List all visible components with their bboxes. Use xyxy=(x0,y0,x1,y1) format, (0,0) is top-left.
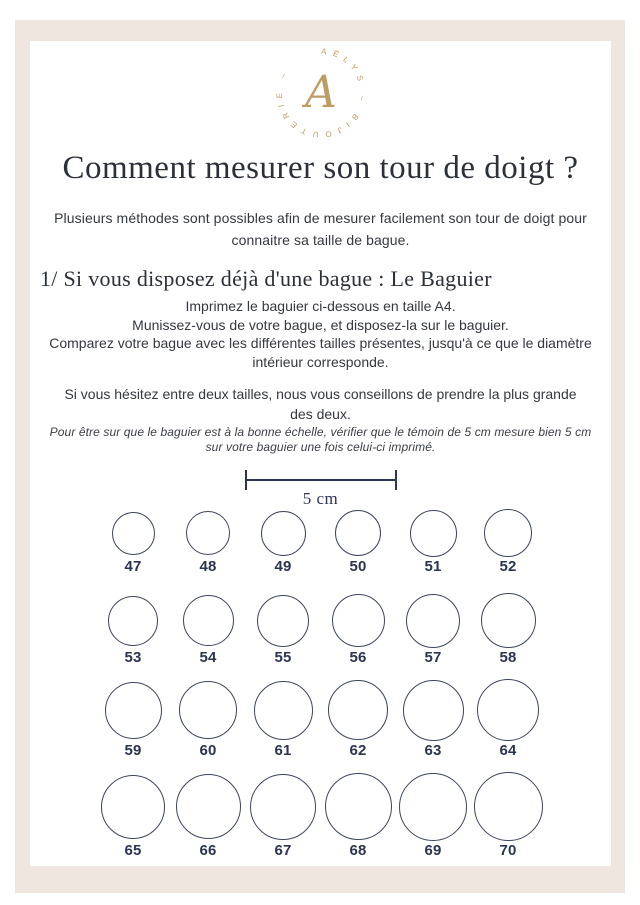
ring-circle xyxy=(186,511,230,555)
ring-cell xyxy=(246,593,321,666)
page-title: Comment mesurer son tour de doigt ? xyxy=(62,150,579,186)
ring-circle xyxy=(481,593,536,648)
ring-size-label: 64 xyxy=(499,742,517,759)
logo-monogram: A xyxy=(304,67,337,118)
ring-cell xyxy=(396,593,471,666)
intro-paragraph: Plusieurs méthodes sont possibles afin de mesurer facilement son tour de doigt pour connaitre sa taille de bague. xyxy=(54,210,587,248)
ring-row xyxy=(30,679,611,759)
ring-size-label: 68 xyxy=(349,842,367,859)
ring-cell xyxy=(171,509,246,575)
ring-cell xyxy=(321,679,396,759)
ring-circle xyxy=(474,772,543,841)
advice-paragraph: Si vous hésitez entre deux tailles, nous vous conseillons de prendre la plus grande des deux. xyxy=(64,386,577,422)
ring-cell xyxy=(246,509,321,575)
ring-size-label: 52 xyxy=(499,558,517,575)
ring-size-label: 48 xyxy=(199,558,217,575)
ring-size-label: 63 xyxy=(424,742,442,759)
ring-size-label: 53 xyxy=(124,649,142,666)
scale-bar-label: 5 cm xyxy=(302,489,339,508)
instruction-line: Comparez votre bague avec les différentes tailles présentes, jusqu'à ce que le diamètre intérieur corresponde. xyxy=(49,335,592,370)
ring-cell xyxy=(321,772,396,859)
ring-size-label: 54 xyxy=(199,649,217,666)
ring-circle xyxy=(101,775,165,839)
ring-cell xyxy=(96,772,171,859)
ring-size-label: 69 xyxy=(424,842,442,859)
ring-circle xyxy=(261,511,306,556)
ring-cell xyxy=(96,593,171,666)
ring-circle xyxy=(179,681,237,739)
ring-cell xyxy=(171,772,246,859)
ring-circle xyxy=(112,512,155,555)
instruction-line: Munissez-vous de votre bague, et disposez-la sur le baguier. xyxy=(132,316,509,333)
ring-cell xyxy=(171,679,246,759)
content-card xyxy=(30,41,611,866)
ring-cell xyxy=(471,509,546,575)
ring-circle xyxy=(399,773,467,841)
ring-row xyxy=(30,509,611,575)
ring-cell xyxy=(246,679,321,759)
ring-circle xyxy=(403,680,464,741)
ring-circle xyxy=(328,680,388,740)
ring-cell xyxy=(396,509,471,575)
ring-circle xyxy=(335,510,381,556)
ring-size-label: 47 xyxy=(124,558,142,575)
ring-size-label: 59 xyxy=(124,742,142,759)
ring-size-label: 49 xyxy=(274,558,292,575)
ring-cell xyxy=(396,772,471,859)
instruction-line: Imprimez le baguier ci-dessous en taille A4. xyxy=(185,298,456,314)
ring-circle xyxy=(250,774,316,840)
ring-cell xyxy=(246,772,321,859)
ring-cell xyxy=(471,593,546,666)
ring-size-label: 66 xyxy=(199,842,217,859)
ring-cell xyxy=(321,593,396,666)
ring-cell xyxy=(171,593,246,666)
ring-size-label: 67 xyxy=(274,842,292,859)
ring-circle xyxy=(257,595,309,647)
ring-circle xyxy=(484,509,532,557)
ring-circle xyxy=(176,774,241,839)
ring-size-label: 70 xyxy=(499,842,517,859)
ring-size-label: 50 xyxy=(349,558,367,575)
ring-cell xyxy=(396,679,471,759)
ring-circle xyxy=(410,510,457,557)
ring-size-label: 51 xyxy=(424,558,442,575)
ring-cell xyxy=(471,679,546,759)
ring-size-label: 55 xyxy=(274,649,292,666)
ring-circle xyxy=(406,594,460,648)
ring-row xyxy=(30,772,611,859)
ring-circle xyxy=(325,773,392,840)
ring-circle xyxy=(332,594,385,647)
ring-size-label: 58 xyxy=(499,649,517,666)
ring-size-label: 65 xyxy=(124,842,142,859)
logo-circular-text: AËLYS – BIJOUTERIE – xyxy=(274,46,367,140)
ring-circle xyxy=(477,679,539,741)
ring-circle xyxy=(108,596,158,646)
ring-cell xyxy=(96,509,171,575)
ring-size-label: 60 xyxy=(199,742,217,759)
ring-circle xyxy=(254,681,313,740)
ring-cell xyxy=(471,772,546,859)
ring-circle xyxy=(105,682,162,739)
ring-circle xyxy=(183,595,234,646)
ring-cell xyxy=(96,679,171,759)
ring-row xyxy=(30,593,611,666)
section-heading: 1/ Si vous disposez déjà d'une bague : Le Baguier xyxy=(40,266,492,291)
ring-size-label: 62 xyxy=(349,742,367,759)
ring-grid xyxy=(30,41,611,866)
ring-cell xyxy=(321,509,396,575)
scale-check-note: Pour être sur que le baguier est à la bonne échelle, vérifier que le témoin de 5 cm mesure bien 5 cm sur votre baguier une fois celui-ci imprimé. xyxy=(49,425,592,454)
ring-size-label: 61 xyxy=(274,742,292,759)
ring-size-label: 56 xyxy=(349,649,367,666)
ring-size-label: 57 xyxy=(424,649,442,666)
